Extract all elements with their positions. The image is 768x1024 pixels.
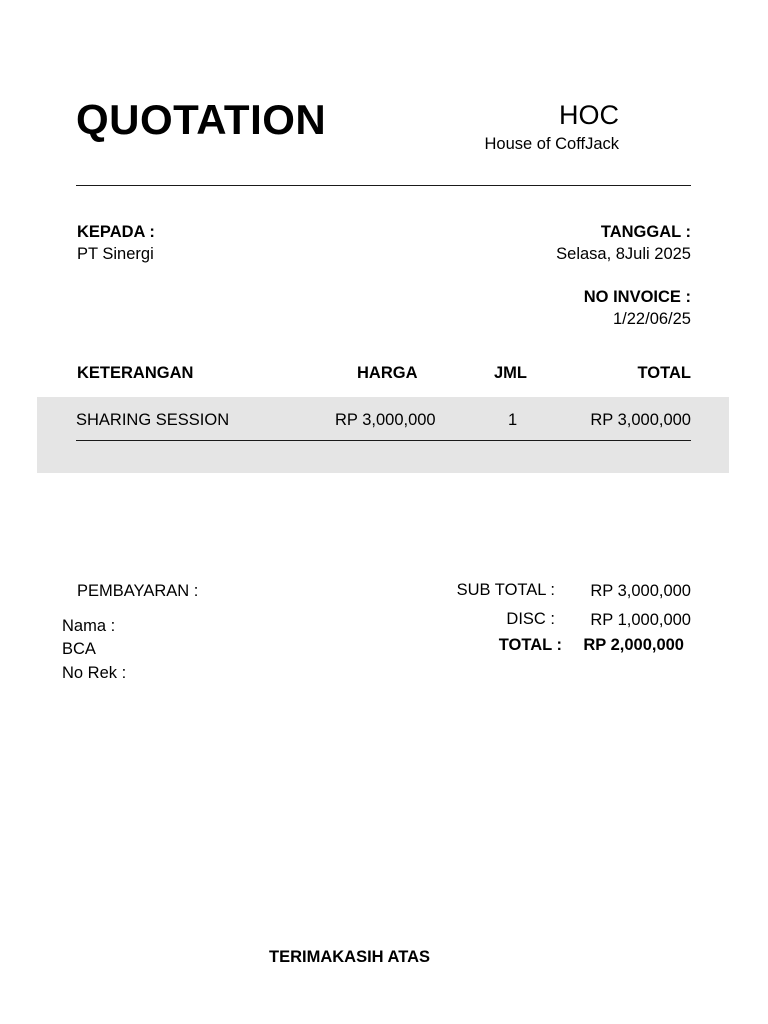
table-header-qty: JML bbox=[494, 364, 527, 382]
row-price: RP 3,000,000 bbox=[335, 411, 436, 429]
table-header-price: HARGA bbox=[357, 364, 418, 382]
row-total: RP 3,000,000 bbox=[590, 411, 691, 429]
row-divider bbox=[76, 440, 691, 441]
table-header-description: KETERANGAN bbox=[77, 364, 194, 382]
date-value: Selasa, 8Juli 2025 bbox=[556, 245, 691, 263]
table-row bbox=[37, 397, 729, 473]
disc-label: DISC : bbox=[506, 610, 555, 628]
payment-account-label: No Rek : bbox=[62, 664, 127, 682]
invoice-label: NO INVOICE : bbox=[583, 288, 691, 306]
recipient-value: PT Sinergi bbox=[77, 245, 154, 263]
brand-subtitle: House of CoffJack bbox=[484, 135, 619, 153]
payment-label: PEMBAYARAN : bbox=[77, 582, 199, 600]
table-header-total: TOTAL bbox=[637, 364, 691, 382]
disc-value: RP 1,000,000 bbox=[590, 611, 691, 629]
recipient-label: KEPADA : bbox=[77, 223, 155, 241]
row-description: SHARING SESSION bbox=[76, 411, 230, 429]
date-label: TANGGAL : bbox=[600, 223, 691, 241]
document-title: QUOTATION bbox=[76, 96, 327, 143]
row-qty: 1 bbox=[508, 411, 518, 429]
subtotal-value: RP 3,000,000 bbox=[590, 582, 691, 600]
payment-bank: BCA bbox=[62, 640, 96, 658]
invoice-value: 1/22/06/25 bbox=[613, 310, 691, 328]
footer-text: TERIMAKASIH ATAS bbox=[269, 948, 431, 966]
brand-name: HOC bbox=[559, 100, 619, 130]
header-divider bbox=[76, 185, 691, 186]
total-value: RP 2,000,000 bbox=[583, 636, 684, 654]
subtotal-label: SUB TOTAL : bbox=[456, 581, 555, 599]
payment-name-label: Nama : bbox=[62, 617, 116, 635]
total-label: TOTAL : bbox=[498, 636, 562, 654]
